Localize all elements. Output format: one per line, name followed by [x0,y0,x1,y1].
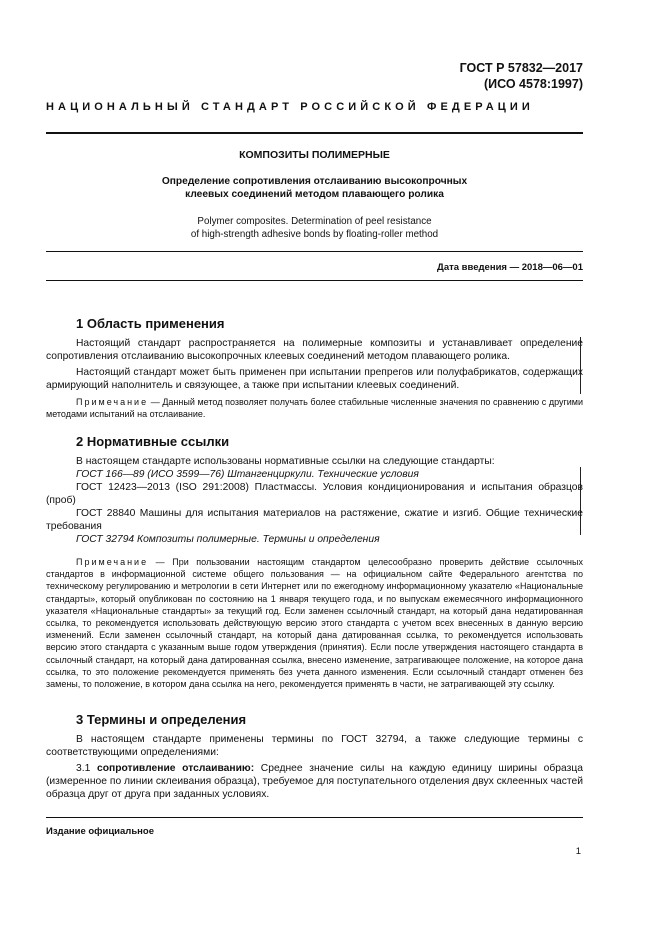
edition-label: Издание официальное [46,826,154,837]
reference-gost-12423: ГОСТ 12423—2013 (ISO 291:2008) Пластмассы. Условия кондиционирования и испытания образцов (проб) [46,482,583,506]
term-definition: Среднее значение силы на каждую единицу ширины образца (измеренное по линии склеивания образца), требуемое для поступательного отделения двух склеенных частей образца друг от друга при заданных условиях. [46,762,583,800]
english-title [46,215,583,241]
standard-code-iso: (ИСО 4578:1997) [484,77,583,91]
page-number: 1 [575,846,581,857]
section-2-intro: В настоящем стандарте использованы нормативные ссылки на следующие стандарты: [76,456,495,467]
section-3-intro: В настоящем стандарте применены термины по ГОСТ 32794, а также следующие термины с соответствующими определениями: [46,734,583,758]
reference-gost-166: ГОСТ 166—89 (ИСО 3599—76) Штангенциркули. Технические условия [76,469,419,480]
standard-code-gost: ГОСТ Р 57832—2017 [459,61,583,75]
document-subtitle [46,175,583,201]
term-name: сопротивление отслаиванию: [96,762,255,774]
note-label: Примечание [76,557,149,567]
note-label: Примечание [76,397,149,407]
reference-gost-28840: ГОСТ 28840 Машины для испытания материалов на растяжение, сжатие и изгиб. Общие технические требования [46,508,583,532]
term-number: 3.1 [76,762,97,774]
term-3-1 [46,762,583,801]
english-title-line-1: Polymer composites. Determination of peel resistance [197,216,432,227]
note-text: — При пользовании настоящим стандартом целесообразно проверить действие ссылочных стандартов в информационной системе общего пользования — на официальном сайте Федерального агентства по техническому регулированию и метрологии в сети Интернет или по ежегодному информационному указателю «Национальные стандарты», который опубликован по состоянию на 1 января текущего года, и по выпускам ежемесячного информационного указателя «Национальные стандарты» за текущий год. Если заменен ссылочный стандарт, на который дана недатированная ссылка, то рекомендуется использовать действующую версию этого стандарта с учетом всех внесенных в данную версию изменений. Если заменен ссылочный стандарт, на который дана датированная ссылка, то рекомендуется использовать версию этого стандарта с указанным выше годом утверждения (принятия). Если после утверждения настоящего стандарта в ссылочный стандарт, на который дана датированная ссылка, внесено изменение, затрагивающее положение, на которое дана ссылка, то это положение рекомендуется применять без учета данного изменения. Если ссылочный стандарт отменен без замены, то положение, в котором дана ссылка на него, рекомендуется применять в части, не затрагивающей эту ссылку. [46,557,583,690]
section-1-body [46,337,583,392]
section-2-note [46,556,583,690]
section-1-heading: 1 Область применения [76,316,225,331]
standard-code [460,60,583,92]
section-1-note [46,396,583,420]
section-3-body [46,733,583,801]
section-2-heading: 2 Нормативные ссылки [76,434,230,449]
note-text: — Данный метод позволяет получать более стабильные численные значения по сравнению с другими методами испытаний на отслаивание. [46,397,583,420]
section-1-paragraph-1: Настоящий стандарт распространяется на полимерные композиты и устанавливает определение сопротивления отслаиванию высокопрочных клеевых соединений методом плавающего ролика. [46,338,583,362]
section-1-paragraph-2: Настоящий стандарт может быть применен при испытании препрегов или полуфабрикатов, содержащих армирующий наполнитель и связующее, а также при испытании клеевых соединений. [46,366,583,391]
document-title: КОМПОЗИТЫ ПОЛИМЕРНЫЕ [239,149,390,161]
national-standard-banner: НАЦИОНАЛЬНЫЙ СТАНДАРТ РОССИЙСКОЙ ФЕДЕРАЦИИ [46,101,534,113]
date-divider [46,280,583,281]
section-2-body [46,455,583,546]
title-divider [46,251,583,252]
subtitle-line-2: клеевых соединений методом плавающего ролика [185,189,444,200]
intro-date: Дата введения — 2018—06—01 [437,262,583,273]
section-3-heading: 3 Термины и определения [76,712,247,727]
subtitle-line-1: Определение сопротивления отслаиванию высокопрочных [161,176,468,187]
footer-divider [46,817,583,818]
english-title-line-2: of high-strength adhesive bonds by floating-roller method [190,229,439,240]
header-divider [46,132,583,134]
reference-gost-32794: ГОСТ 32794 Композиты полимерные. Термины и определения [76,534,380,545]
